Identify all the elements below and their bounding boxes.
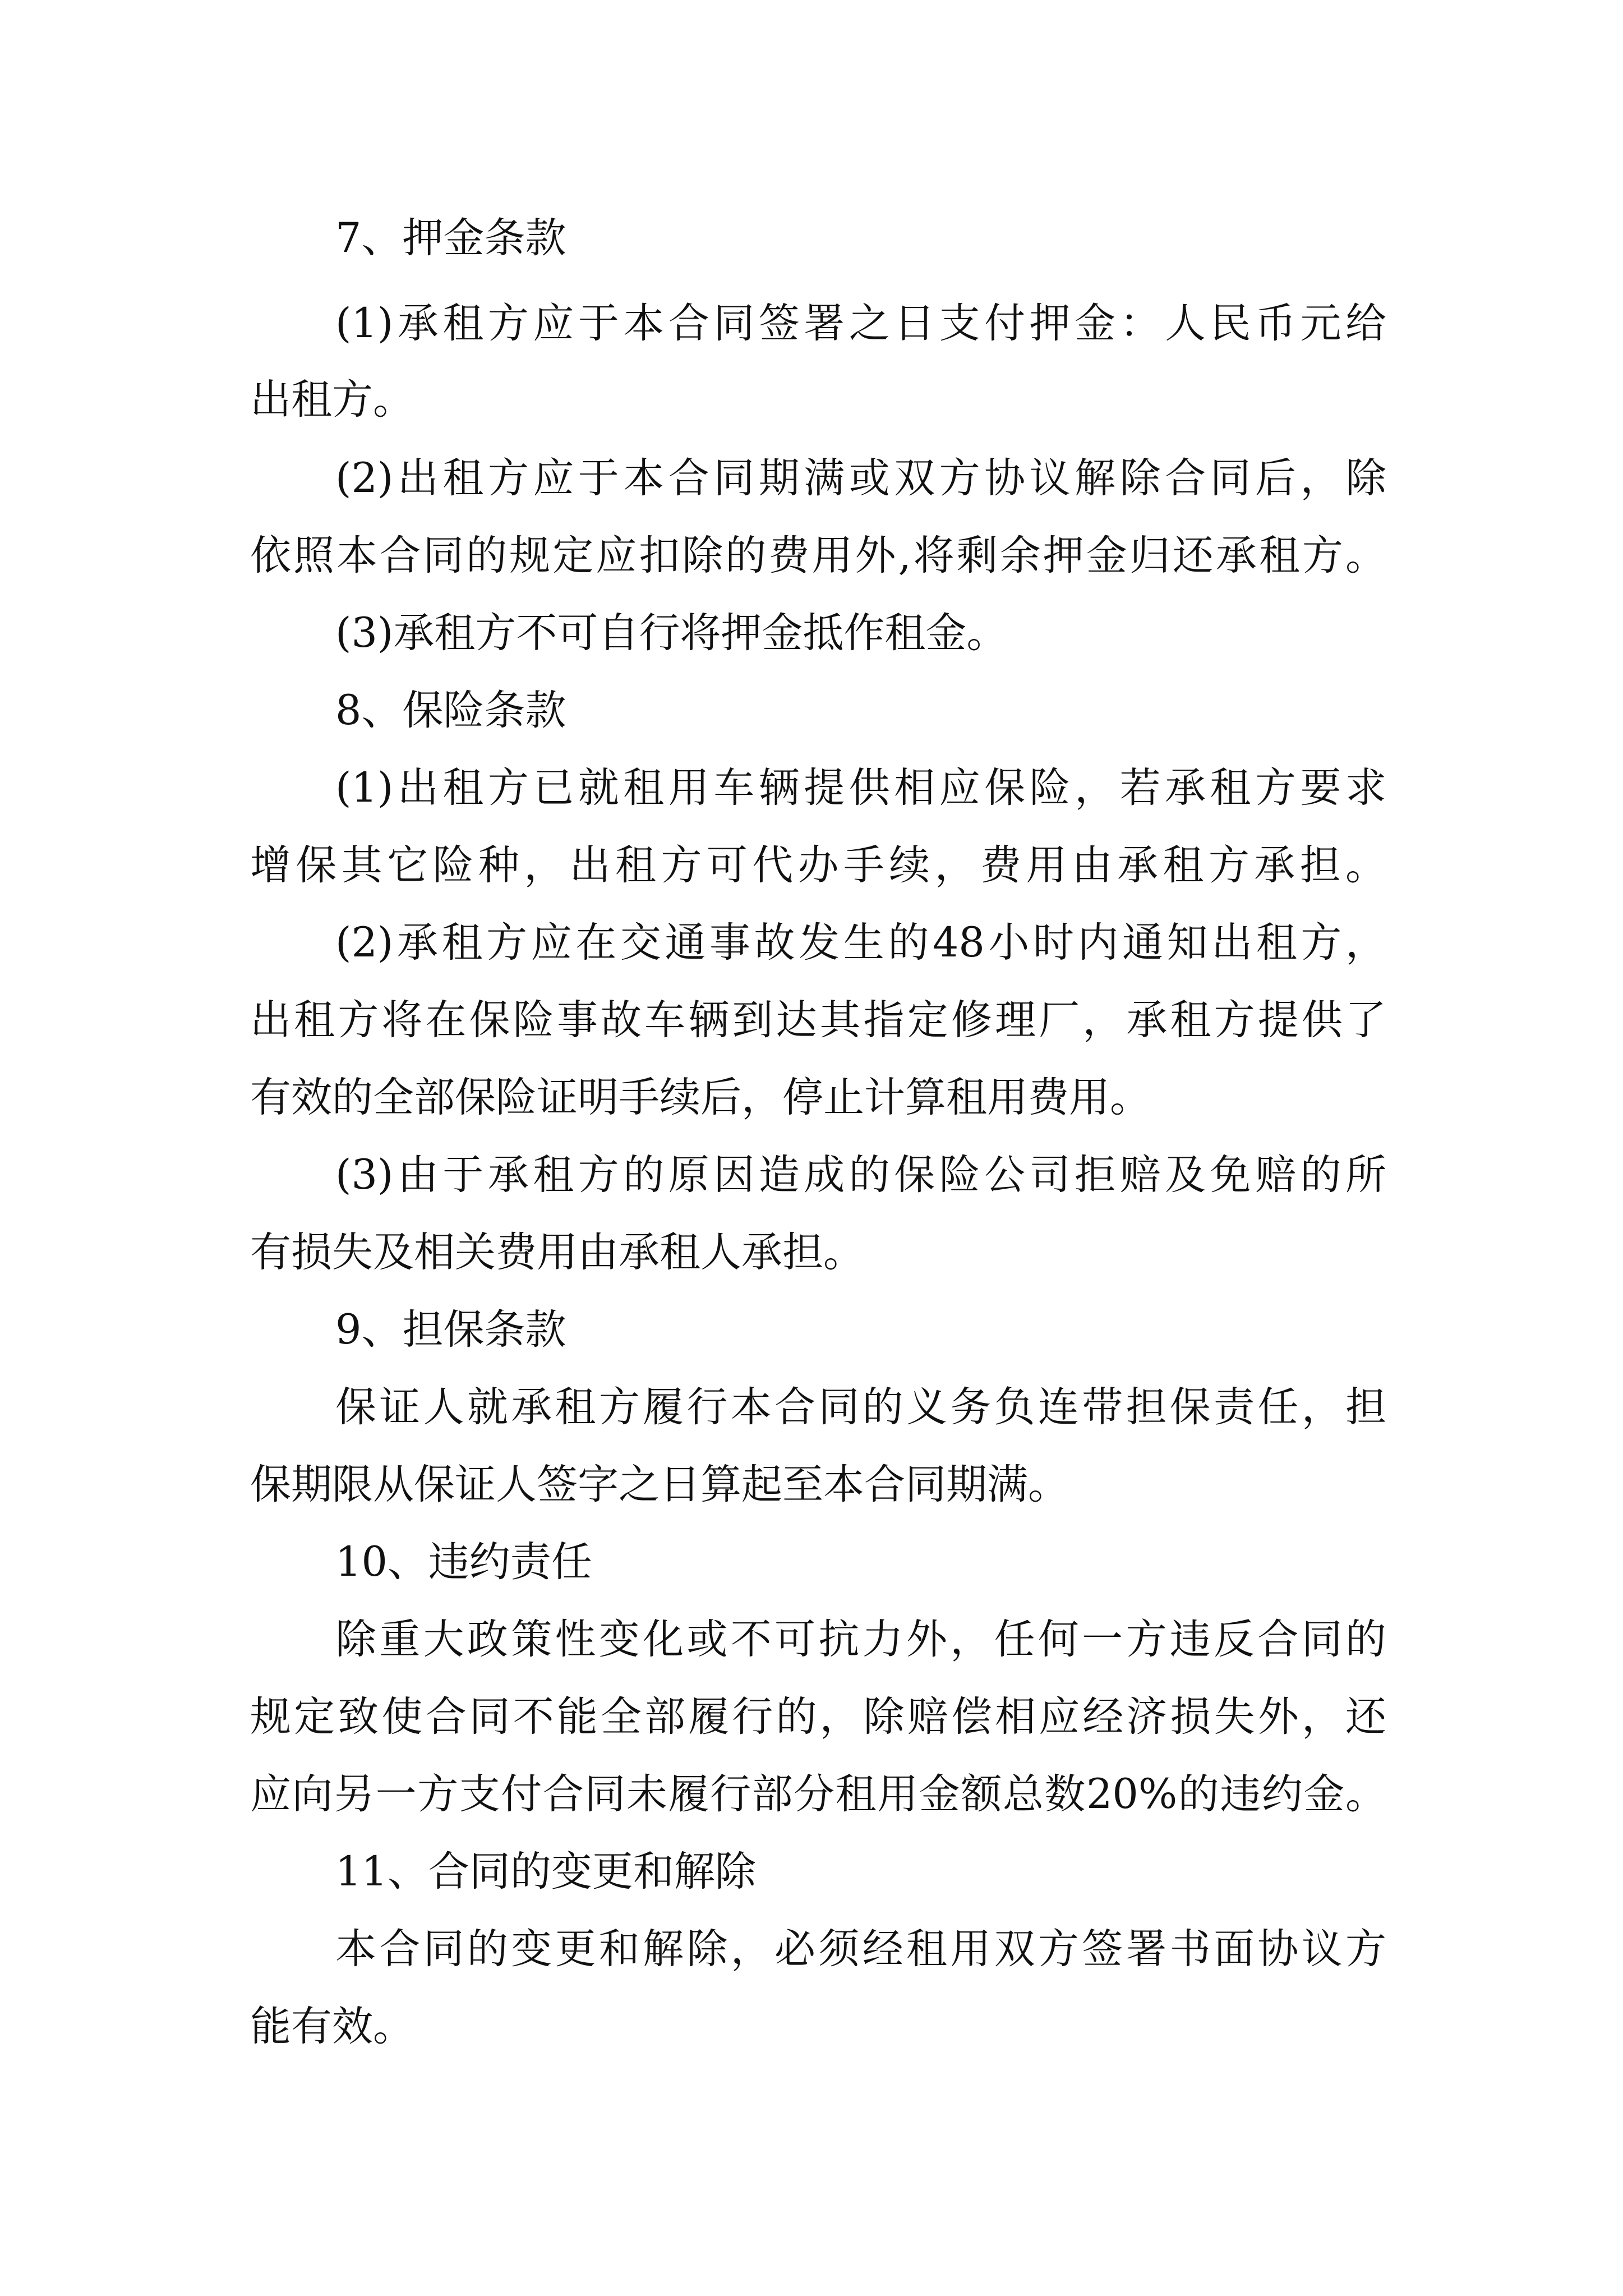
- heading-9-guarantee-terms: 9、担保条款: [335, 1306, 566, 1354]
- clause-7-2-line-1: (2)出租方应于本合同期满或双方协议解除合同后，除: [335, 454, 1386, 502]
- clause-8-2-line-2: 出租方将在保险事故车辆到达其指定修理厂，承租方提供了: [250, 996, 1386, 1044]
- clause-9-line-1: 保证人就承租方履行本合同的义务负连带担保责任，担: [335, 1383, 1386, 1431]
- clause-7-1-line-1: (1)承租方应于本合同签署之日支付押金：人民币元给: [335, 300, 1386, 347]
- clause-10-line-1: 除重大政策性变化或不可抗力外，任何一方违反合同的: [335, 1616, 1386, 1663]
- clause-8-2-line-1: (2)承租方应在交通事故发生的48小时内通知出租方，: [335, 919, 1386, 967]
- clause-8-3-line-1: (3)由于承租方的原因造成的保险公司拒赔及免赔的所: [335, 1151, 1386, 1199]
- clause-9-line-2: 保期限从保证人签字之日算起至本合同期满。: [250, 1461, 1069, 1508]
- clause-11-line-2: 能有效。: [250, 2003, 414, 2050]
- clause-7-3: (3)承租方不可自行将押金抵作租金。: [335, 609, 1008, 657]
- clause-11-line-1: 本合同的变更和解除，必须经租用双方签署书面协议方: [335, 1925, 1386, 1973]
- clause-8-3-line-2: 有损失及相关费用由承租人承担。: [250, 1228, 864, 1276]
- clause-8-2-line-3: 有效的全部保险证明手续后，停止计算租用费用。: [250, 1074, 1151, 1121]
- clause-10-line-3: 应向另一方支付合同未履行部分租用金额总数20%的违约金。: [250, 1770, 1386, 1818]
- heading-7-deposit-terms: 7、押金条款: [335, 214, 566, 262]
- clause-8-1-line-1: (1)出租方已就租用车辆提供相应保险，若承租方要求: [335, 764, 1386, 812]
- heading-11-amendment: 11、合同的变更和解除: [335, 1848, 756, 1895]
- heading-10-liability: 10、违约责任: [335, 1538, 592, 1586]
- clause-7-2-line-2: 依照本合同的规定应扣除的费用外,将剩余押金归还承租方。: [250, 532, 1386, 579]
- heading-8-insurance-terms: 8、保险条款: [335, 687, 566, 734]
- clause-10-line-2: 规定致使合同不能全部履行的，除赔偿相应经济损失外，还: [250, 1693, 1386, 1741]
- clause-8-1-line-2: 增保其它险种，出租方可代办手续，费用由承租方承担。: [250, 841, 1386, 889]
- clause-7-1-line-2: 出租方。: [250, 376, 414, 424]
